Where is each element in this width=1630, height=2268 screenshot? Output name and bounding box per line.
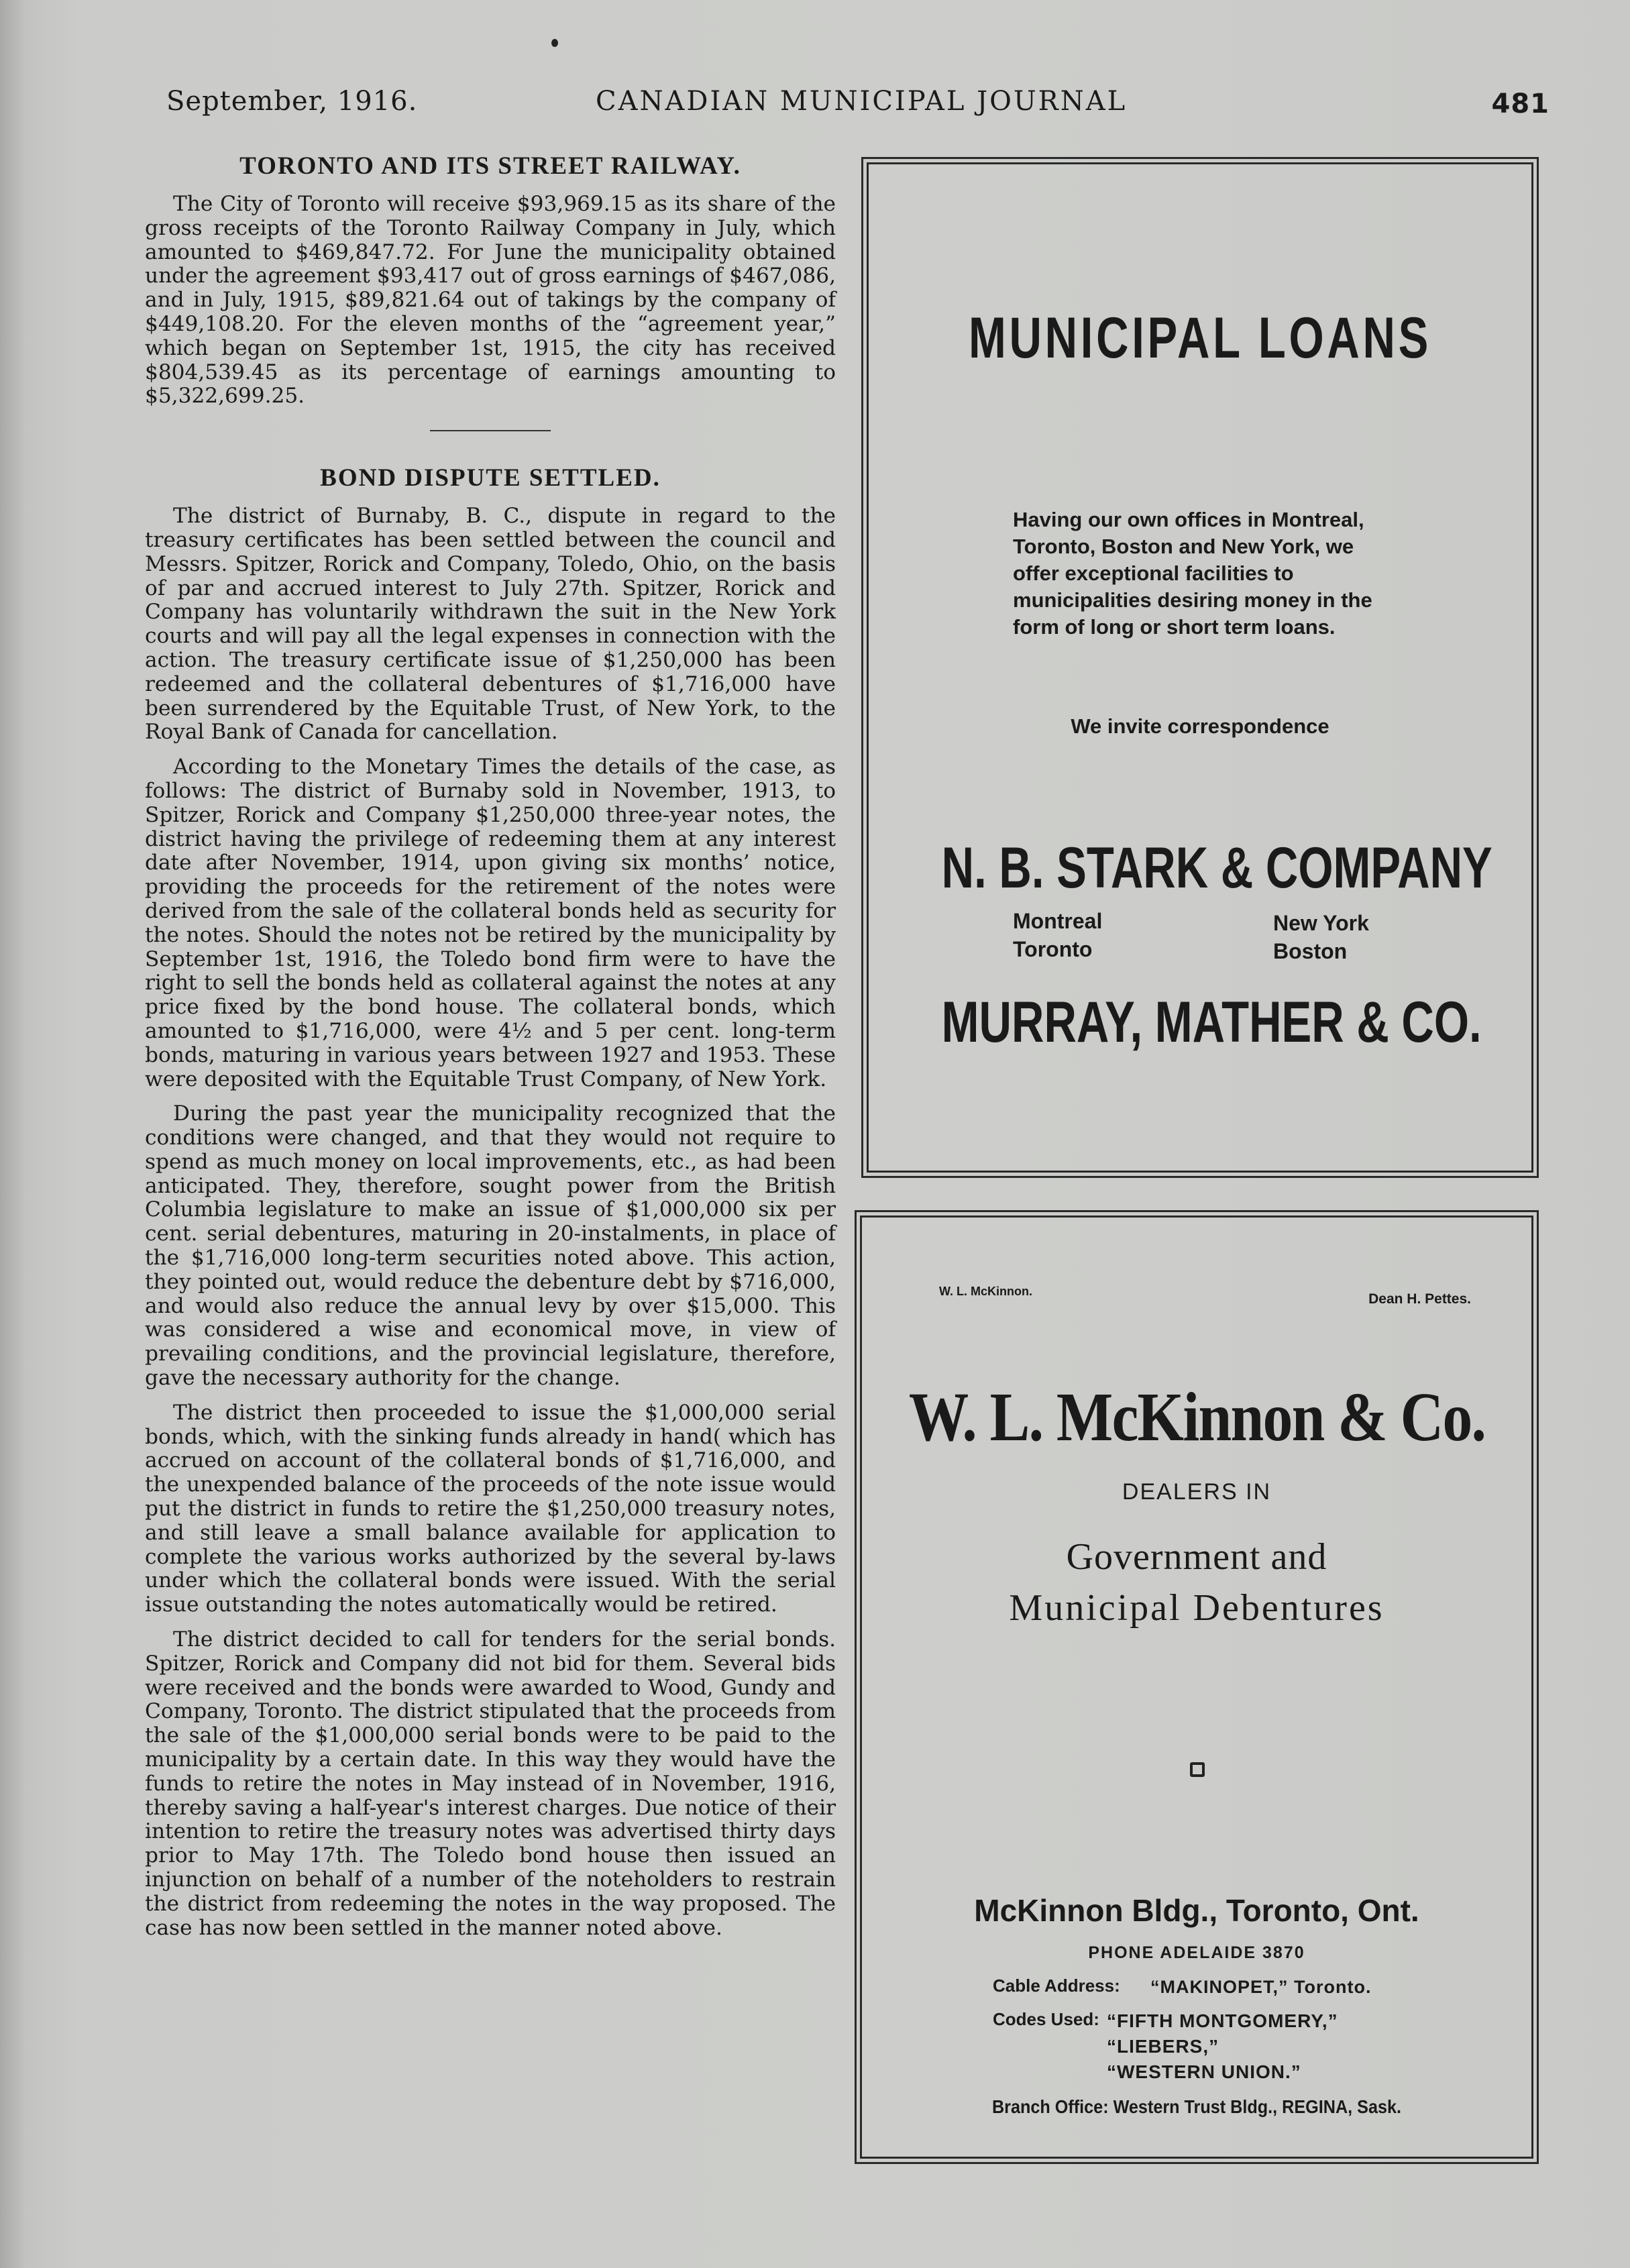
- article-paragraph: During the past year the municipality recognized that the conditions were changed, and that they would not require to spend as much money on local improvements, etc., as had been anticipated. They, therefore, sought power from the British Columbia legislature to make an issue of $1,000,000 six per cent. serial debentures, maturing in 20-instalments, in place of the $1,716,000 long-term securities noted above. This action, they pointed out, would reduce the debenture debt by $716,000, and would also reduce the annual levy by over $15,000. This was considered a wise and economical move, in view of prevailing conditions, and the provincial legislature, therefore, gave the necessary authority for the change.: [145, 1101, 836, 1391]
- product-line: Government and: [1066, 1536, 1327, 1578]
- office-city: New York: [1273, 911, 1369, 935]
- article-title-street-railway: TORONTO AND ITS STREET RAILWAY.: [239, 152, 741, 180]
- article-paragraph: The City of Toronto will receive $93,969.15 as its share of the gross receipts of the Toronto Railway Company in July, which amounted to $469,847.72. For June the municipality obtained under the agreement $93,417 out of gross earnings of $467,086, and in July, 1915, $89,821.64 out of takings by the company of $449,108.20. For the eleven months of the “agreement year,” which began on September 1st, 1915, the city has received $804,539.45 as its percentage of earnings amounting to $5,322,699.25.: [145, 192, 836, 409]
- issue-date: September, 1916.: [166, 86, 418, 117]
- page-number: 481: [1491, 89, 1550, 119]
- phone-number: PHONE ADELAIDE 3870: [1088, 1943, 1305, 1962]
- section-divider: [430, 430, 551, 431]
- ink-dot: [551, 39, 558, 47]
- product-line: Municipal Debentures: [1009, 1587, 1384, 1629]
- ornament-icon: [1190, 1762, 1205, 1777]
- cable-address: “MAKINOPET,” Toronto.: [1150, 1977, 1372, 1997]
- cable-label: Cable Address:: [993, 1976, 1120, 1996]
- article-title-bond-dispute: BOND DISPUTE SETTLED.: [320, 464, 661, 492]
- article-paragraph: The district then proceeded to issue the $1,000,000 serial bonds, which, with the sinking funds already in hand( which has accrued on account of the collateral bonds of $1,716,000, and the unexpended balance of the proceeds of the note issue would put the district in funds to retire the $1,250,000 treasury notes, and still leave a small balance available for application to complete the various works authorized by the several by-laws under which the collateral bonds were issued. With the serial issue outstanding the notes automatically would be retired.: [145, 1400, 836, 1617]
- article-paragraph: The district decided to call for tenders for the serial bonds. Spitzer, Rorick and Company did not bid for them. Several bids were received and the bonds were awarded to Wood, Gundy and Company, Toronto. The district stipulated that the proceeds from the sale of the $1,000,000 serial bonds were to be paid to the municipality by a certain date. In this way they would have the funds to retire the notes in May instead of in November, 1916, thereby saving a half-year's interest charges. Due notice of their intention to retire the treasury notes was advertised thirty days prior to May 17th. The Toledo bond house then issued an injunction on behalf of a number of the noteholders to restrain the district from redeeming the notes in the way proposed. The case has now been settled in the manner noted above.: [145, 1627, 836, 1940]
- partner-name: W. L. McKinnon.: [939, 1285, 1032, 1298]
- ad-title: MUNICIPAL LOANS: [968, 306, 1432, 370]
- codes-label: Codes Used:: [993, 2009, 1099, 2029]
- office-city: Toronto: [1013, 937, 1093, 961]
- telegraph-code: “FIFTH MONTGOMERY,”: [1107, 2010, 1338, 2031]
- page-header: [166, 86, 1550, 126]
- telegraph-code: “WESTERN UNION.”: [1107, 2061, 1301, 2082]
- partner-name: Dean H. Pettes.: [1368, 1291, 1471, 1307]
- article-column: [145, 146, 836, 1951]
- telegraph-code: “LIEBERS,”: [1107, 2036, 1219, 2057]
- firm-name-murray-mather: MURRAY, MATHER & CO.: [941, 990, 1482, 1055]
- office-city: Montreal: [1013, 909, 1103, 933]
- article-paragraph: The district of Burnaby, B. C., dispute in regard to the treasury certificates has been settled between the council and Messrs. Spitzer, Rorick and Company, Toledo, Ohio, on the basis of par and accrued interest to July 27th. Spitzer, Rorick and Company has voluntarily withdrawn the suit in the New York courts and will pay all the legal expenses in connection with the action. The treasury certificate issue of $1,250,000 has been redeemed and the collateral debentures of $1,716,000 have been surrendered by the Equitable Trust, of New York, to the Royal Bank of Canada for cancellation.: [145, 504, 836, 745]
- journal-title: CANADIAN MUNICIPAL JOURNAL: [596, 86, 1128, 117]
- advertisement-municipal-loans: [867, 162, 1533, 1173]
- branch-office: Branch Office: Western Trust Bldg., REGINA, Sask.: [991, 2096, 1402, 2117]
- dealers-in: DEALERS IN: [1122, 1479, 1272, 1505]
- office-city: Boston: [1273, 939, 1348, 963]
- ad-invite: We invite correspondence: [1071, 714, 1329, 738]
- firm-name-stark: N. B. STARK & COMPANY: [941, 836, 1492, 900]
- advertisement-mckinnon: [860, 1216, 1533, 2159]
- office-address: McKinnon Bldg., Toronto, Ont.: [974, 1893, 1419, 1928]
- ad-body: Having our own offices in Montreal, Toronto, Boston and New York, we offer exceptional facilities to municipalities desiring money in the form of long or short term loans.: [1013, 508, 1372, 639]
- firm-name-mckinnon: W. L. McKinnon & Co.: [908, 1379, 1486, 1456]
- article-paragraph: According to the Monetary Times the details of the case, as follows: The district of Burnaby sold in November, 1913, to Spitzer, Rorick and Company $1,250,000 three-year notes, the district having the privilege of redeeming them at any interest date after November, 1914, upon giving six months’ notice, providing the proceeds for the retirement of the notes were derived from the sale of the collateral bonds held as security for the notes. Should the notes not be retired by the municipality by September 1st, 1916, the Toledo bond firm were to have the right to sell the bonds held as collateral against the notes at any price fixed by the bond house. The collateral bonds, which amounted to $1,716,000, were 4½ and 5 per cent. long-term bonds, maturing in various years between 1927 and 1953. These were deposited with the Equitable Trust Company, of New York.: [145, 755, 836, 1091]
